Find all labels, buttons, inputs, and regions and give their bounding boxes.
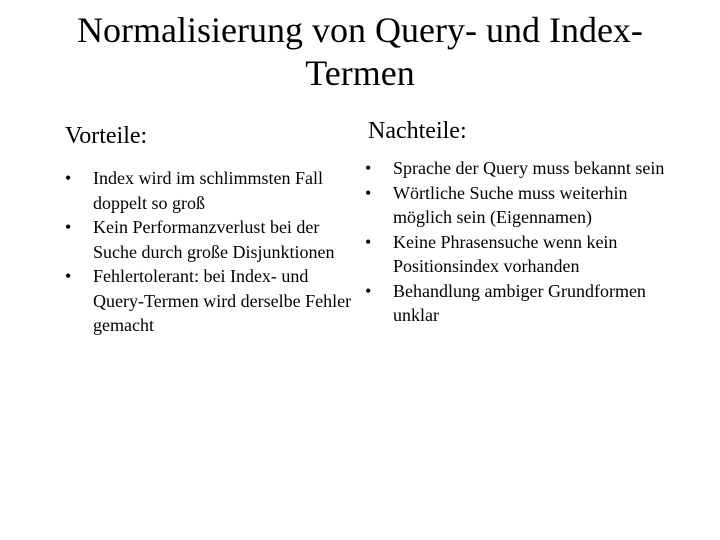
disadvantages-column bbox=[365, 116, 665, 328]
disadvantages-heading: Nachteile: bbox=[368, 118, 467, 144]
advantage-text: Index wird im schlimmsten Fall doppelt so groß bbox=[93, 168, 323, 213]
disadvantage-text: Wörtliche Suche muss weiterhin möglich sein (Eigennamen) bbox=[393, 182, 628, 227]
disadvantages-list bbox=[365, 156, 665, 328]
advantage-item bbox=[65, 166, 355, 215]
advantages-list bbox=[65, 166, 355, 338]
disadvantage-text: Behandlung ambiger Grundformen unklar bbox=[393, 280, 646, 325]
bullet-icon: • bbox=[65, 266, 72, 286]
disadvantage-item bbox=[365, 230, 665, 279]
disadvantage-text: Sprache der Query muss bekannt sein bbox=[393, 158, 665, 178]
bullet-icon: • bbox=[65, 168, 72, 188]
bullet-icon: • bbox=[365, 158, 372, 178]
bullet-icon: • bbox=[365, 182, 372, 203]
bullet-icon: • bbox=[365, 231, 372, 252]
disadvantage-item bbox=[365, 279, 665, 328]
bullet-icon: • bbox=[65, 217, 72, 237]
advantage-text: Fehlertolerant: bei Index- und Query-Termen wird derselbe Fehler gemacht bbox=[93, 266, 352, 335]
advantage-item bbox=[65, 215, 355, 264]
slide-title: Normalisierung von Query- und Index-Termen bbox=[77, 10, 643, 93]
bullet-icon: • bbox=[365, 280, 372, 301]
disadvantage-text: Keine Phrasensuche wenn kein Positionsindex vorhanden bbox=[393, 231, 618, 276]
advantages-column bbox=[65, 116, 355, 338]
disadvantage-item bbox=[365, 156, 665, 181]
disadvantage-item bbox=[365, 181, 665, 230]
advantages-heading: Vorteile: bbox=[65, 123, 148, 149]
advantage-item bbox=[65, 264, 355, 338]
advantage-text: Kein Performanzverlust bei der Suche durch große Disjunktionen bbox=[93, 217, 335, 262]
